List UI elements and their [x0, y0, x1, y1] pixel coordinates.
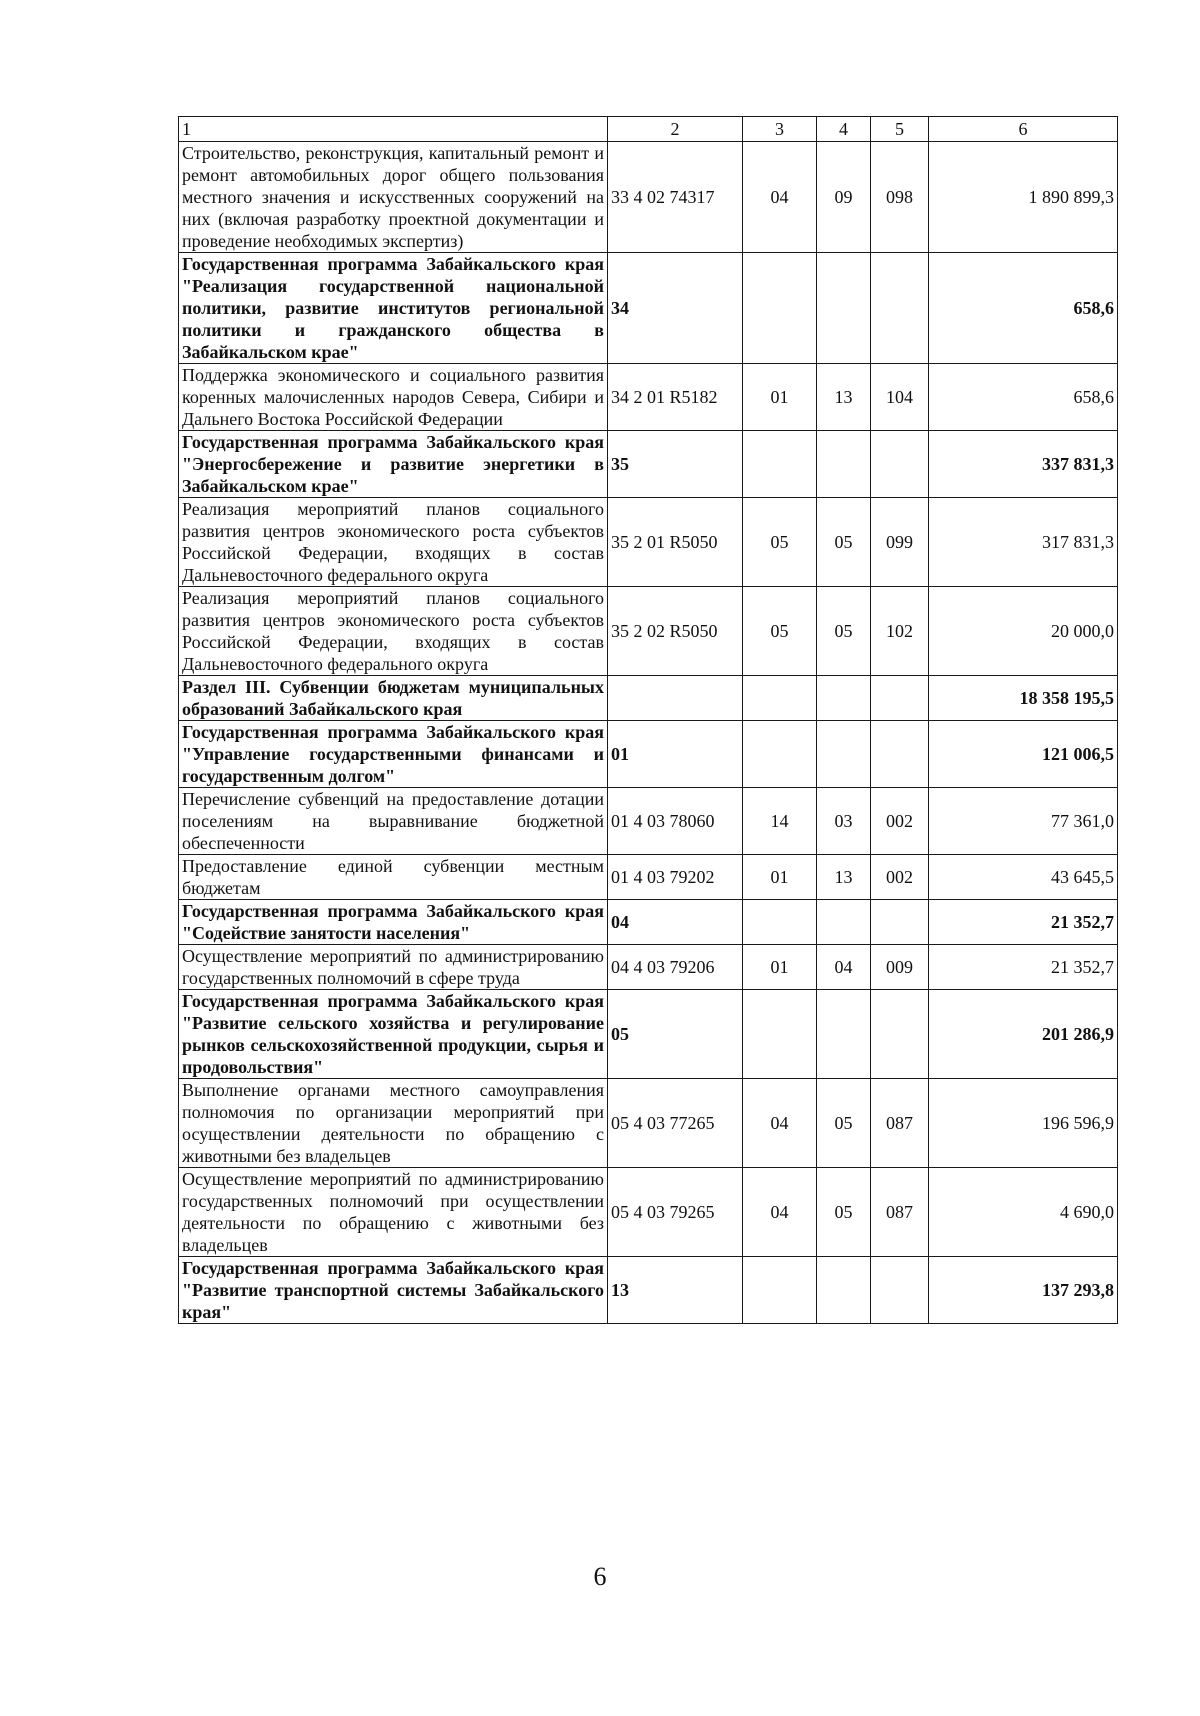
row-col3-cell: 05 — [743, 587, 817, 676]
row-code-cell: 35 2 01 R5050 — [608, 498, 743, 587]
row-amount-cell: 21 352,7 — [929, 945, 1118, 990]
row-amount-cell: 1 890 899,3 — [929, 142, 1118, 253]
row-col4-cell — [817, 431, 871, 498]
row-col5-cell — [871, 990, 929, 1079]
row-name-cell: Реализация мероприятий планов социального развития центров экономического роста субъектов Российской Федерации, входящих в состав Дальневосточного федерального округа — [179, 587, 608, 676]
row-amount-cell: 337 831,3 — [929, 431, 1118, 498]
row-code-cell: 05 4 03 77265 — [608, 1079, 743, 1168]
header-col-6: 6 — [929, 117, 1118, 142]
row-col5-cell: 102 — [871, 587, 929, 676]
row-name-cell: Государственная программа Забайкальского края "Развитие сельского хозяйства и регулирование рынков сельскохозяйственной продукции, сырья и продовольствия" — [179, 990, 608, 1079]
table-row — [179, 788, 1118, 855]
table-row — [179, 1257, 1118, 1324]
row-col5-cell — [871, 253, 929, 364]
row-col5-cell: 104 — [871, 364, 929, 431]
row-col3-cell — [743, 1257, 817, 1324]
row-name-cell: Государственная программа Забайкальского края "Энергосбережение и развитие энергетики в Забайкальском крае" — [179, 431, 608, 498]
row-code-cell: 34 — [608, 253, 743, 364]
table-row — [179, 945, 1118, 990]
row-col5-cell: 002 — [871, 788, 929, 855]
row-code-cell: 35 2 02 R5050 — [608, 587, 743, 676]
row-col3-cell — [743, 990, 817, 1079]
row-amount-cell: 18 358 195,5 — [929, 676, 1118, 721]
row-col5-cell: 087 — [871, 1168, 929, 1257]
row-col5-cell: 099 — [871, 498, 929, 587]
row-name-cell: Государственная программа Забайкальского края "Управление государственными финансами и государственным долгом" — [179, 721, 608, 788]
header-col-3: 3 — [743, 117, 817, 142]
row-col3-cell: 14 — [743, 788, 817, 855]
row-code-cell: 01 4 03 79202 — [608, 855, 743, 900]
row-code-cell: 04 4 03 79206 — [608, 945, 743, 990]
row-code-cell: 01 — [608, 721, 743, 788]
row-code-cell: 35 — [608, 431, 743, 498]
row-col4-cell: 13 — [817, 855, 871, 900]
row-name-cell: Выполнение органами местного самоуправления полномочия по организации мероприятий при осуществлении деятельности по обращению с животными без владельцев — [179, 1079, 608, 1168]
row-name-cell: Предоставление единой субвенции местным бюджетам — [179, 855, 608, 900]
row-col5-cell — [871, 1257, 929, 1324]
row-code-cell: 33 4 02 74317 — [608, 142, 743, 253]
table-row — [179, 587, 1118, 676]
budget-table — [178, 116, 1118, 1324]
row-name-cell: Раздел III. Субвенции бюджетам муниципальных образований Забайкальского края — [179, 676, 608, 721]
header-col-5: 5 — [871, 117, 929, 142]
row-col3-cell: 01 — [743, 945, 817, 990]
row-amount-cell: 21 352,7 — [929, 900, 1118, 945]
row-code-cell: 13 — [608, 1257, 743, 1324]
row-amount-cell: 658,6 — [929, 364, 1118, 431]
row-col5-cell: 002 — [871, 855, 929, 900]
row-name-cell: Государственная программа Забайкальского края "Реализация государственной национальной политики, развитие институтов региональной политики и гражданского общества в Забайкальском крае" — [179, 253, 608, 364]
row-col4-cell — [817, 721, 871, 788]
header-row — [179, 117, 1118, 142]
row-name-cell: Поддержка экономического и социального развития коренных малочисленных народов Севера, Сибири и Дальнего Востока Российской Федерации — [179, 364, 608, 431]
row-col3-cell: 04 — [743, 1168, 817, 1257]
table-row — [179, 431, 1118, 498]
table-body — [179, 142, 1118, 1324]
row-col4-cell: 13 — [817, 364, 871, 431]
row-col4-cell — [817, 253, 871, 364]
row-amount-cell: 77 361,0 — [929, 788, 1118, 855]
page-number: 6 — [593, 1562, 607, 1591]
row-amount-cell: 121 006,5 — [929, 721, 1118, 788]
row-col5-cell — [871, 431, 929, 498]
row-col3-cell: 01 — [743, 364, 817, 431]
row-name-cell: Государственная программа Забайкальского края "Содействие занятости населения" — [179, 900, 608, 945]
row-col5-cell: 098 — [871, 142, 929, 253]
row-amount-cell: 137 293,8 — [929, 1257, 1118, 1324]
row-name-cell: Осуществление мероприятий по администрированию государственных полномочий при осуществлении деятельности по обращению с животными без владельцев — [179, 1168, 608, 1257]
row-amount-cell: 317 831,3 — [929, 498, 1118, 587]
row-amount-cell: 658,6 — [929, 253, 1118, 364]
row-code-cell: 04 — [608, 900, 743, 945]
row-col3-cell — [743, 900, 817, 945]
row-col3-cell — [743, 721, 817, 788]
header-col-4: 4 — [817, 117, 871, 142]
row-name-cell: Перечисление субвенций на предоставление дотации поселениям на выравнивание бюджетной обеспеченности — [179, 788, 608, 855]
header-col-2: 2 — [608, 117, 743, 142]
row-col4-cell: 05 — [817, 1079, 871, 1168]
table-row — [179, 721, 1118, 788]
row-col4-cell — [817, 900, 871, 945]
row-code-cell — [608, 676, 743, 721]
row-col4-cell — [817, 676, 871, 721]
header-col-1: 1 — [179, 117, 608, 142]
row-col5-cell: 009 — [871, 945, 929, 990]
row-col3-cell: 04 — [743, 142, 817, 253]
table-row — [179, 1168, 1118, 1257]
row-name-cell: Государственная программа Забайкальского края "Развитие транспортной системы Забайкальского края" — [179, 1257, 608, 1324]
table-row — [179, 364, 1118, 431]
row-col3-cell: 04 — [743, 1079, 817, 1168]
table-row — [179, 855, 1118, 900]
row-col5-cell — [871, 721, 929, 788]
row-col4-cell — [817, 990, 871, 1079]
table-row — [179, 900, 1118, 945]
row-col4-cell: 04 — [817, 945, 871, 990]
row-col5-cell — [871, 900, 929, 945]
table-row — [179, 676, 1118, 721]
row-name-cell: Строительство, реконструкция, капитальный ремонт и ремонт автомобильных дорог общего пользования местного значения и искусственных сооружений на них (включая разработку проектной документации и проведение необходимых экспертиз) — [179, 142, 608, 253]
table-row — [179, 498, 1118, 587]
row-col3-cell: 01 — [743, 855, 817, 900]
row-amount-cell: 43 645,5 — [929, 855, 1118, 900]
row-name-cell: Осуществление мероприятий по администрированию государственных полномочий в сфере труда — [179, 945, 608, 990]
row-code-cell: 34 2 01 R5182 — [608, 364, 743, 431]
table-row — [179, 990, 1118, 1079]
row-col4-cell: 03 — [817, 788, 871, 855]
row-amount-cell: 20 000,0 — [929, 587, 1118, 676]
row-col4-cell: 09 — [817, 142, 871, 253]
row-col4-cell: 05 — [817, 587, 871, 676]
row-col3-cell — [743, 431, 817, 498]
row-col3-cell: 05 — [743, 498, 817, 587]
row-amount-cell: 4 690,0 — [929, 1168, 1118, 1257]
row-col4-cell — [817, 1257, 871, 1324]
row-col5-cell — [871, 676, 929, 721]
table-row — [179, 253, 1118, 364]
row-code-cell: 05 4 03 79265 — [608, 1168, 743, 1257]
row-col4-cell: 05 — [817, 498, 871, 587]
row-code-cell: 01 4 03 78060 — [608, 788, 743, 855]
row-col3-cell — [743, 253, 817, 364]
row-col3-cell — [743, 676, 817, 721]
row-amount-cell: 201 286,9 — [929, 990, 1118, 1079]
row-code-cell: 05 — [608, 990, 743, 1079]
table-row — [179, 142, 1118, 253]
row-amount-cell: 196 596,9 — [929, 1079, 1118, 1168]
row-col4-cell: 05 — [817, 1168, 871, 1257]
row-col5-cell: 087 — [871, 1079, 929, 1168]
table-row — [179, 1079, 1118, 1168]
row-name-cell: Реализация мероприятий планов социального развития центров экономического роста субъектов Российской Федерации, входящих в состав Дальневосточного федерального округа — [179, 498, 608, 587]
